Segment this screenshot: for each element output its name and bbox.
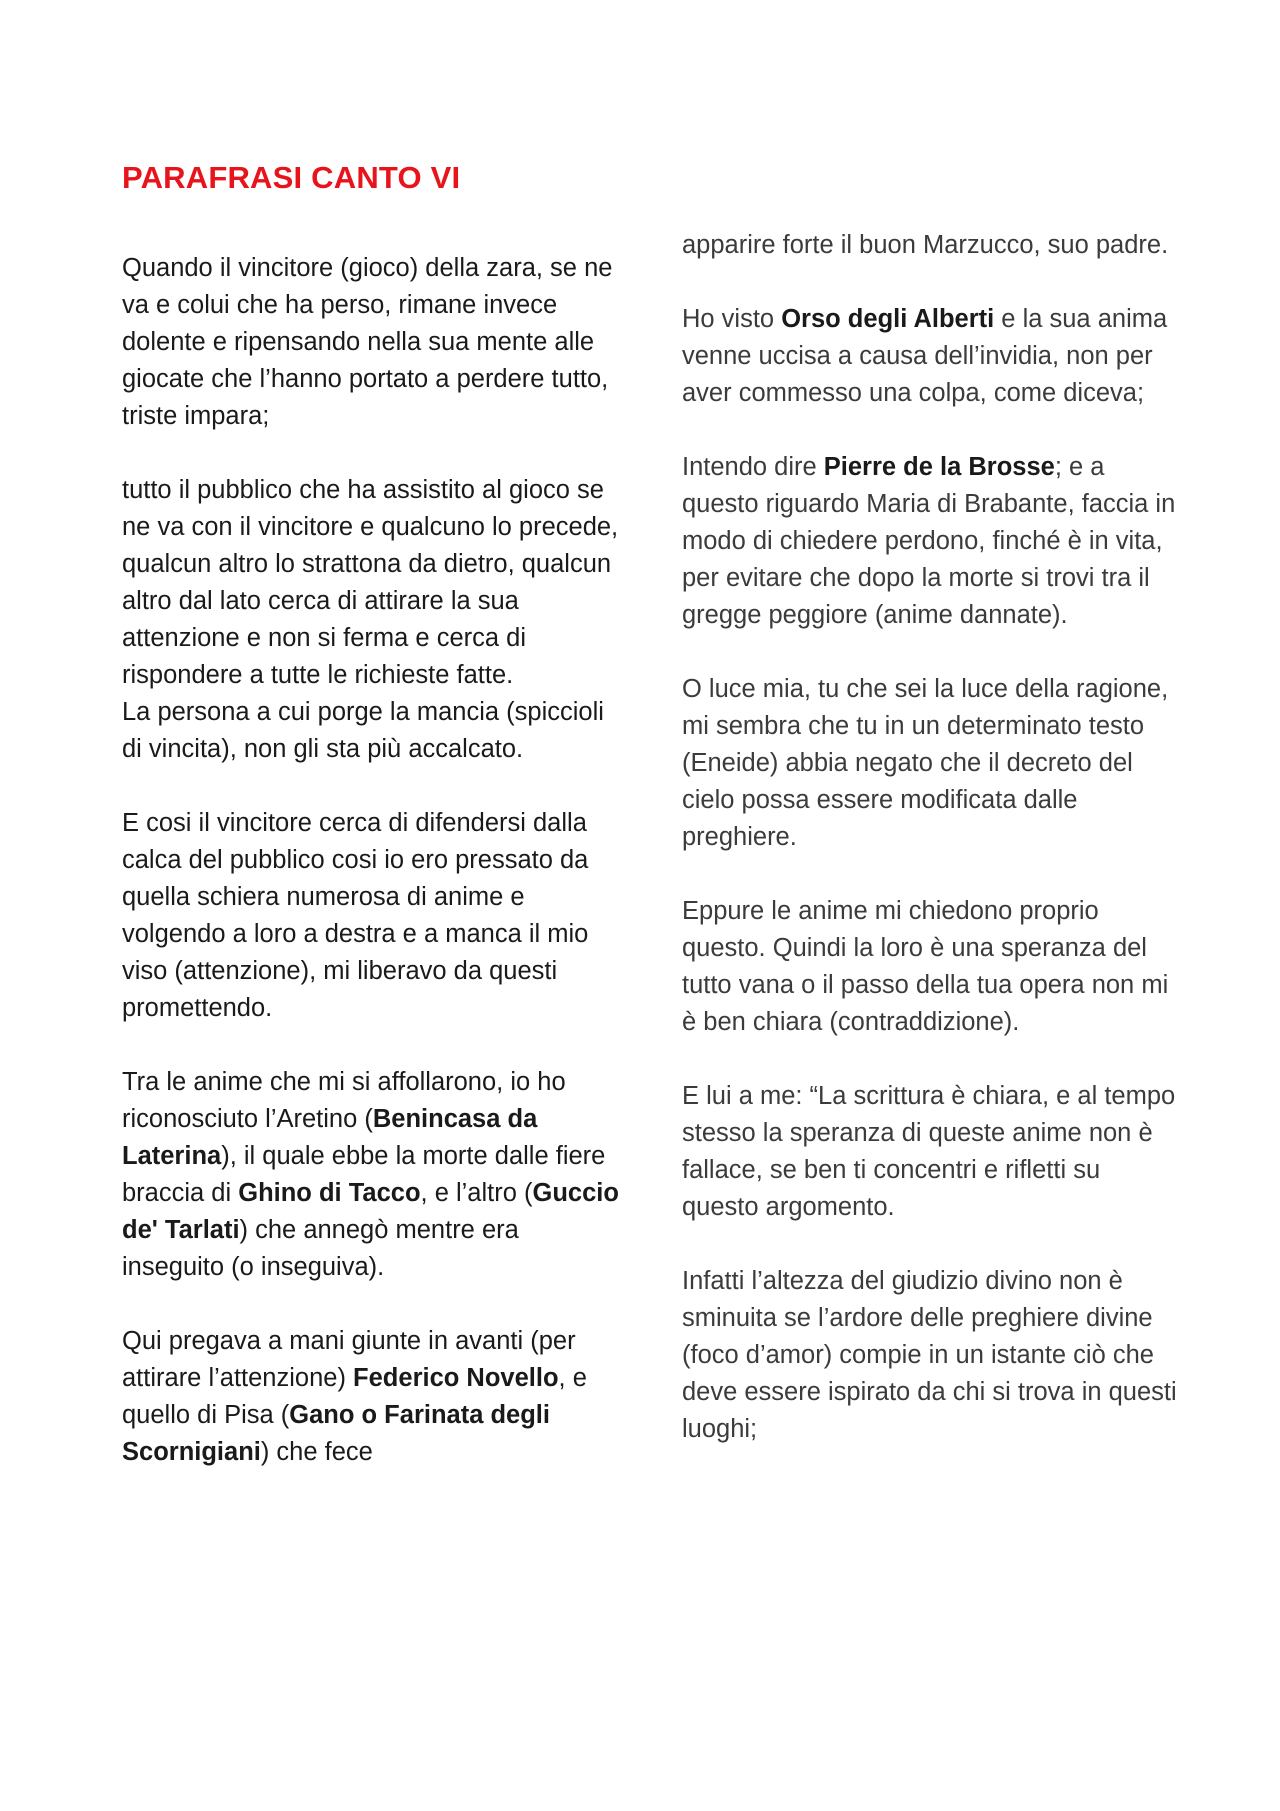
paragraph — [682, 1263, 1182, 1448]
text-segment: Quando il vincitore (gioco) della zara, se ne va e colui che ha perso, rimane invece dolente e ripensando nella sua mente alle giocate che l’hanno portato a perdere tutto, triste impara; — [122, 254, 613, 430]
page-title: PARAFRASI CANTO VI — [122, 160, 461, 195]
text-segment: Ho visto — [682, 305, 782, 333]
paragraph — [122, 805, 622, 1027]
bold-name: Pierre de la Brosse — [823, 453, 1055, 481]
right-column — [682, 227, 1182, 1485]
bold-name: Orso degli Alberti — [781, 305, 995, 333]
text-segment: Eppure le anime mi chiedono proprio questo. Quindi la loro è una speranza del tutto vana o il passo della tua opera non mi è ben chiara (contraddizione). — [682, 897, 1169, 1036]
text-segment: apparire forte il buon Marzucco, suo padre. — [682, 231, 1169, 259]
text-segment: E lui a me: “La scrittura è chiara, e al tempo stesso la speranza di queste anime non è fallace, se ben ti concentri e rifletti su questo argomento. — [682, 1082, 1176, 1221]
text-segment: E cosi il vincitore cerca di difendersi dalla calca del pubblico cosi io ero pressato da quella schiera numerosa di anime e volgendo a loro a destra e a manca il mio viso (attenzione), mi liberavo da questi promettendo. — [122, 809, 589, 1022]
text-segment: ; e a questo riguardo Maria di Brabante, faccia in modo di chiedere perdono, finché è in vita, per evitare che dopo la morte si trovi tra il gregge peggiore (anime dannate). — [682, 453, 1176, 629]
text-segment: Tra le anime che mi si affollarono, io ho riconosciuto l’Aretino ( — [122, 1068, 566, 1133]
bold-name: Federico Novello — [353, 1364, 559, 1392]
paragraph — [682, 893, 1182, 1041]
text-segment: ) che annegò mentre era inseguito (o inseguiva). — [122, 1216, 519, 1281]
paragraph — [682, 301, 1182, 412]
paragraph — [122, 694, 622, 768]
text-segment: Infatti l’altezza del giudizio divino non è sminuita se l’ardore delle preghiere divine (foco d’amor) compie in un istante ciò che deve essere ispirato da chi si trova in questi luoghi; — [682, 1267, 1177, 1443]
paragraph — [682, 227, 1182, 264]
text-segment: O luce mia, tu che sei la luce della ragione, mi sembra che tu in un determinato testo (Eneide) abbia negato che il decreto del cielo possa essere modificata dalle preghiere. — [682, 675, 1169, 851]
paragraph — [122, 1064, 622, 1286]
text-segment: tutto il pubblico che ha assistito al gioco se ne va con il vincitore e qualcuno lo precede, qualcun altro lo strattona da dietro, qualcun altro dal lato cerca di attirare la sua attenzione e non si ferma e cerca di rispondere a tutte le richieste fatte. — [122, 476, 619, 689]
text-segment: ), il quale ebbe la morte dalle fiere braccia di — [122, 1142, 606, 1207]
paragraph — [122, 1323, 622, 1471]
bold-name: Ghino di Tacco — [238, 1179, 421, 1207]
text-segment: Qui pregava a mani giunte in avanti (per attirare l’attenzione) — [122, 1327, 576, 1392]
bold-name: Guccio de' Tarlati — [122, 1179, 619, 1244]
paragraph — [682, 671, 1182, 856]
left-column — [122, 250, 622, 1508]
text-segment: , e quello di Pisa ( — [122, 1364, 587, 1429]
paragraph — [682, 1078, 1182, 1226]
text-segment: , e l’altro ( — [420, 1179, 533, 1207]
text-segment: Intendo dire — [682, 453, 824, 481]
bold-name: Benincasa da Laterina — [122, 1105, 538, 1170]
bold-name: Gano o Farinata degli Scornigiani — [122, 1401, 550, 1466]
text-segment: e la sua anima venne uccisa a causa dell’invidia, non per aver commesso una colpa, come diceva; — [682, 305, 1168, 407]
paragraph — [122, 472, 622, 694]
paragraph — [682, 449, 1182, 634]
text-segment: ) che fece — [260, 1438, 373, 1466]
paragraph — [122, 250, 622, 435]
text-segment: La persona a cui porge la mancia (spiccioli di vincita), non gli sta più accalcato. — [122, 698, 604, 763]
